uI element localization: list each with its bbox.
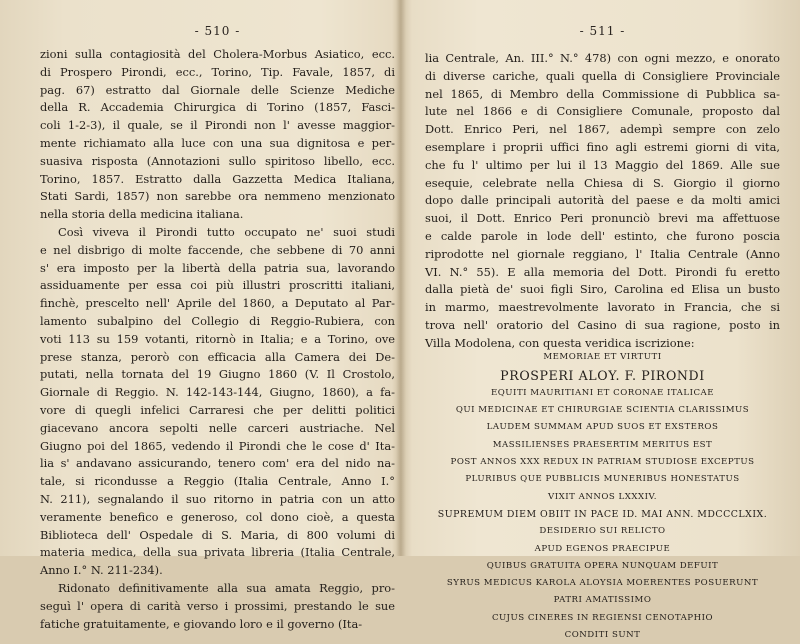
text-line: lia s' andavano assicurando, tenero com' era del nido na- <box>40 456 395 471</box>
page-number-510: - 510 - <box>194 24 241 38</box>
text-line: prese stanza, perorò con efficacia alla Camera dei De- <box>40 349 395 364</box>
text-line: putati, nella tornata del 19 Giugno 1860 (V. Il Crostolo, <box>40 367 395 382</box>
text-line: Biblioteca dell' Ospedale di S. Maria, di 800 volumi di <box>40 527 395 542</box>
inscription-line: SYRUS MEDICUS KAROLA ALOYSIA MOERENTES POSUERUNT <box>446 578 759 589</box>
right-page-text <box>425 50 780 353</box>
text-line: Giornale di Reggio. N. 142-143-144, Giugno, 1860), a fa- <box>40 385 395 400</box>
text-line: Villa Modolena, con questa veridica iscrizione: <box>425 335 695 350</box>
text-line: esemplare i proprii uffici fino agli estremi giorni di vita, <box>425 139 780 154</box>
right-page <box>425 0 780 641</box>
text-line: riprodotte nel giornale reggiano, l' Italia Centrale (Anno <box>425 246 780 261</box>
left-page <box>40 0 395 631</box>
text-line: lute nel 1866 e di Consigliere Comunale, proposto dal <box>425 104 780 119</box>
text-line: in marmo, maestrevolmente lavorato in Francia, che si <box>425 300 780 315</box>
text-line: dopo dalle principali autorità del paese e da molti amici <box>425 193 780 208</box>
book-gutter <box>396 0 406 556</box>
text-line: Ridonato definitivamente alla sua amata Reggio, pro- <box>58 580 395 595</box>
inscription-line: PROSPERI ALOY. F. PIRONDI <box>500 367 705 383</box>
inscription-line: PATRI AMATISSIMO <box>553 595 652 606</box>
text-line: suoi, il Dott. Enrico Peri pronunciò brevi ma affettuose <box>425 211 780 226</box>
text-line: di Prospero Pirondi, ecc., Torino, Tip. Favale, 1857, di <box>40 64 395 79</box>
text-line: fatiche gratuitamente, e giovando loro e il governo (Ita- <box>40 616 363 631</box>
text-line: dalla pietà de' suoi figli Siro, Carolina ed Elisa un busto <box>425 282 780 297</box>
inscription-line: QUIBUS GRATUITA OPERA NUNQUAM DEFUIT <box>486 560 719 571</box>
text-line: materia medica, della sua privata libreria (Italia Centrale, <box>40 545 395 560</box>
inscription-line: PLURIBUS QUE PUBBLICIS MUNERIBUS HONESTATUS <box>465 474 740 485</box>
text-line: vore di quegli infelici Carraresi che per delitti politici <box>40 402 395 417</box>
memorial-inscription <box>425 349 780 644</box>
inscription-line: MASSILIENSES PRAESERTIM MERITUS EST <box>492 439 713 450</box>
text-line: trova nell' oratorio del Casino di sua ragione, posto in <box>425 317 780 332</box>
text-line: che fu l' ultimo per lui il 13 Maggio del 1869. Alle sue <box>425 157 780 172</box>
text-line: pag. 67) estratto dal Giornale delle Scienze Mediche <box>40 82 395 97</box>
inscription-line: APUD EGENOS PRAECIPUE <box>534 543 671 554</box>
text-line: s' era imposto per la libertà della patria sua, lavorando <box>40 260 395 275</box>
inscription-line: VIXIT ANNOS LXXXIV. <box>548 491 657 502</box>
text-line: suasiva risposta (Annotazioni sullo spiritoso libello, ecc. <box>40 153 395 168</box>
inscription-line: SUPREMUM DIEM OBIIT IN PACE ID. MAI ANN. MDCCCLXIX. <box>437 508 768 520</box>
text-line: assiduamente per essa coi più illustri proscritti italiani, <box>40 278 395 293</box>
text-line: esequie, celebrate nella Chiesa di S. Giorgio il giorno <box>425 175 780 190</box>
text-line: coli 1-2-3), il quale, se il Pirondi non l' avesse maggior- <box>40 118 395 133</box>
text-line: lia Centrale, An. III.° N.° 478) con ogni mezzo, e onorato <box>425 51 780 65</box>
text-line: Dott. Enrico Peri, nel 1867, adempì sempre con zelo <box>425 122 780 137</box>
text-line: giacevano ancora sepolti nelle carceri austriache. Nel <box>40 420 395 435</box>
text-line: finchè, prescelto nell' Aprile del 1860, a Deputato al Par- <box>40 296 395 311</box>
inscription-line: LAUDEM SUMMAM APUD SUOS ET EXSTEROS <box>486 422 719 433</box>
text-line: seguì l' opera di carità verso i prossimi, prestando le sue <box>40 598 395 613</box>
text-line: veramente benefico e generoso, col dono cioè, a questa <box>40 509 395 524</box>
text-line: e calde parole in lode dell' estinto, che furono poscia <box>425 228 780 243</box>
text-line: di diverse cariche, quali quella di Consigliere Provinciale <box>425 68 780 83</box>
inscription-line: POST ANNOS XXX REDUX IN PATRIAM STUDIOSE EXCEPTUS <box>450 457 755 468</box>
inscription-line: EQUITI MAURITIANI ET CORONAE ITALICAE <box>490 387 715 398</box>
text-line: tale, si ricondusse a Reggio (Italia Centrale, Anno I.° <box>40 474 395 489</box>
text-line: nel 1865, di Membro della Commissione di Pubblica sa- <box>425 86 780 101</box>
text-line: lamento subalpino del Collegio di Reggio-Rubiera, con <box>40 313 395 328</box>
page-number-511: - 511 - <box>579 24 626 38</box>
inscription-line: QUI MEDICINAE ET CHIRURGIAE SCIENTIA CLARISSIMUS <box>455 405 750 416</box>
inscription-line: DESIDERIO SUI RELICTO <box>539 526 666 537</box>
text-line: zioni sulla contagiosità del Cholera-Morbus Asiatico, ecc. <box>40 47 395 61</box>
text-line: Così viveva il Pirondi tutto occupato ne' suoi studi <box>58 224 395 239</box>
text-line: mente richiamato alla luce con una sua dignitosa e per- <box>40 135 395 150</box>
inscription-line: CUJUS CINERES IN REGIENSI CENOTAPHIO <box>491 612 714 623</box>
text-line: VI. N.° 55). E alla memoria del Dott. Pirondi fu eretto <box>425 264 780 279</box>
text-line: e nel disbrigo di molte faccende, che sebbene di 70 anni <box>40 242 395 257</box>
inscription-line: CONDITI SUNT <box>564 630 641 641</box>
text-line: Stati Sardi, 1857) non sarebbe ora nemmeno menzionato <box>40 189 395 204</box>
text-line: Torino, 1857. Estratto dalla Gazzetta Medica Italiana, <box>40 171 395 186</box>
left-page-text <box>40 46 395 633</box>
text-line: N. 211), segnalando il suo ritorno in patria con un atto <box>40 491 395 506</box>
text-line: Giugno poi del 1865, vedendo il Pirondi che le cose d' Ita- <box>40 438 395 453</box>
text-line: nella storia della medicina italiana. <box>40 207 244 222</box>
text-line: voti 113 su 159 votanti, ritornò in Italia; e a Torino, ove <box>40 331 395 346</box>
text-line: Anno I.° N. 211-234). <box>40 563 163 578</box>
text-line: della R. Accademia Chirurgica di Torino (1857, Fasci- <box>40 100 395 115</box>
inscription-line: MEMORIAE ET VIRTUTI <box>543 351 662 362</box>
